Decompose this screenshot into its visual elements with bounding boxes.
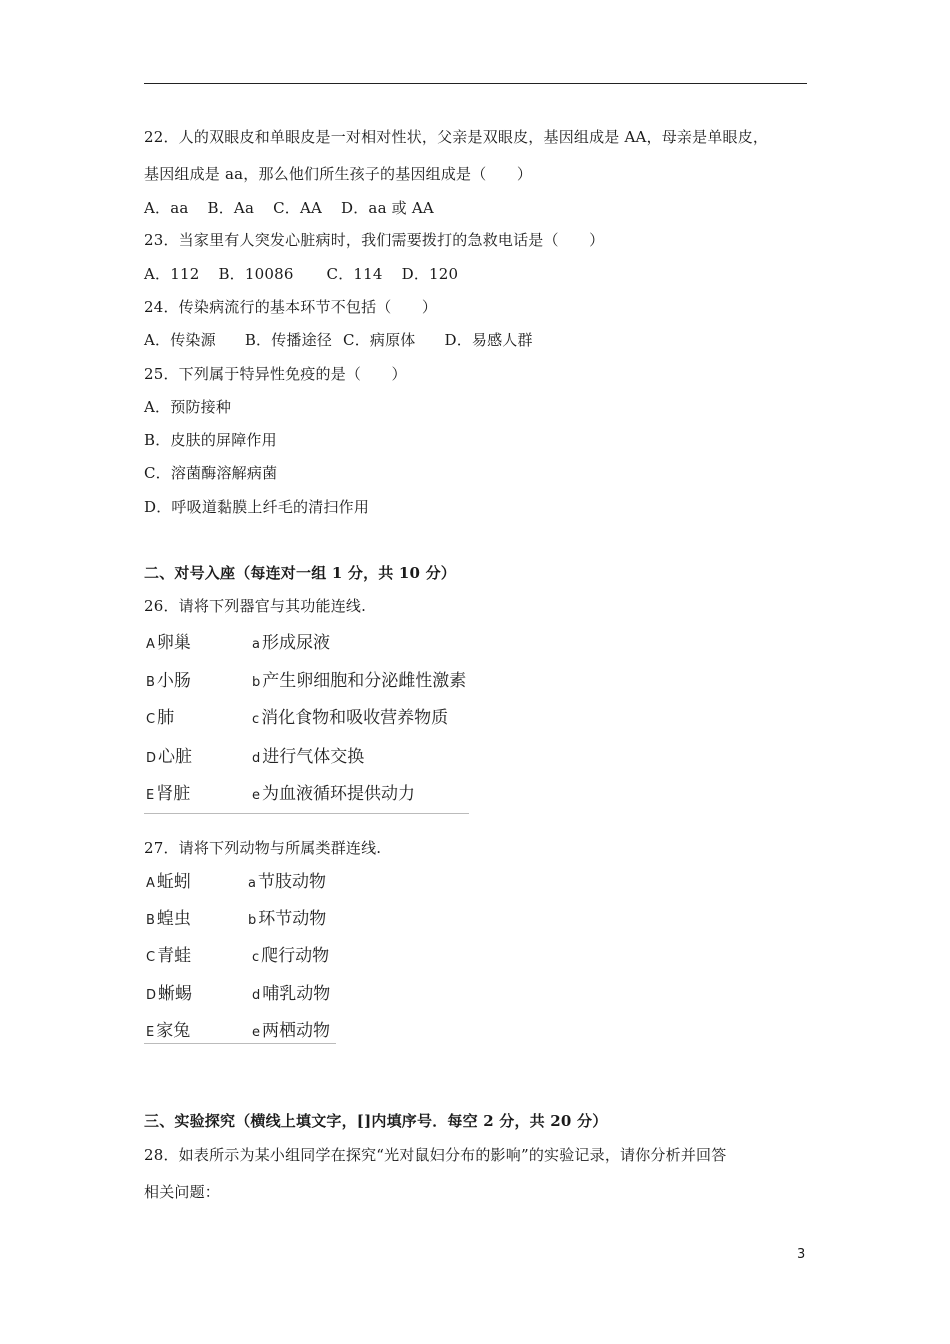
q27-right-item: 爬行动物 [261, 946, 330, 966]
q26-right-letter: c [252, 712, 260, 727]
q26-right-item: 形成尿液 [261, 633, 330, 653]
q27-right-item: 哺乳动物 [262, 984, 331, 1004]
q26-right-letter: b [252, 675, 261, 690]
q26-right-letter: a [252, 637, 260, 652]
q22-option-c: C．AA [273, 199, 323, 217]
q26-right-item: 产生卵细胞和分泌雌性激素 [262, 671, 467, 691]
q26-right-item: 为血液循环提供动力 [262, 784, 415, 804]
q24-options [144, 330, 547, 350]
q26-left-item: 肺 [157, 708, 175, 728]
q26-stem: 26．请将下列器官与其功能连线. [144, 597, 367, 615]
page-number: 3 [797, 1247, 806, 1262]
q24-stem: 24．传染病流行的基本环节不包括（ ） [144, 298, 438, 316]
q27-left-item: 青蛙 [157, 946, 192, 966]
q26-right-item: 消化食物和吸收营养物质 [261, 708, 449, 728]
q22-option-d: D．aa 或 AA [341, 199, 434, 217]
q22-options [144, 198, 448, 218]
q27-left-letter: E [146, 1025, 155, 1040]
q26-left-letter: C [146, 712, 156, 727]
q26-left-item: 小肠 [156, 671, 191, 691]
q27-left-letter: D [146, 988, 157, 1003]
q26-left-item: 卵巢 [156, 633, 191, 653]
q22-stem-line1: 22．人的双眼皮和单眼皮是一对相对性状，父亲是双眼皮，基因组成是 AA，母亲是单眼皮， [144, 128, 769, 146]
q27-left-item: 蝗虫 [156, 909, 191, 929]
q27-right-item: 环节动物 [258, 909, 327, 929]
q24-option-b: B．传播途径 [244, 331, 333, 349]
q23-option-a: A．112 [144, 265, 200, 283]
q25-stem: 25．下列属于特异性免疫的是（ ） [144, 365, 407, 383]
q25-option-b: B．皮肤的屏障作用 [144, 431, 277, 449]
q26-left-item: 肾脏 [156, 784, 191, 804]
q26-left-letter: E [146, 788, 155, 803]
q25-option-d: D．呼吸道黏膜上纤毛的清扫作用 [144, 498, 370, 516]
q24-option-c: C．病原体 [343, 331, 416, 349]
q28-stem-line1: 28．如表所示为某小组同学在探究“光对鼠妇分布的影响”的实验记录，请你分析并回答 [144, 1146, 727, 1164]
q27-stem: 27．请将下列动物与所属类群连线. [144, 839, 382, 857]
q26-left-letter: A [146, 637, 155, 652]
q23-stem: 23．当家里有人突发心脏病时，我们需要拨打的急救电话是（ ） [144, 231, 605, 249]
q22-option-b: B．Aa [207, 199, 255, 217]
q27-matching-image [144, 870, 336, 1044]
q27-right-letter: e [252, 1025, 260, 1040]
q24-option-d: D．易感人群 [444, 331, 533, 349]
q27-right-letter: d [252, 988, 261, 1003]
q23-option-d: D．120 [401, 265, 459, 283]
q23-option-c: C．114 [326, 265, 383, 283]
header-rule [144, 83, 807, 84]
q26-image-underline [144, 813, 469, 814]
q26-left-item: 心脏 [158, 747, 193, 767]
q25-option-c: C．溶菌酶溶解病菌 [144, 464, 278, 482]
q27-left-letter: A [146, 876, 155, 891]
q26-left-letter: B [146, 675, 155, 690]
q26-right-letter: e [252, 788, 260, 803]
q27-left-item: 蜥蜴 [158, 984, 193, 1004]
q27-right-item: 节肢动物 [257, 872, 326, 892]
q27-right-item: 两栖动物 [262, 1021, 330, 1041]
q23-option-b: B．10086 [218, 265, 294, 283]
q27-left-letter: C [146, 950, 156, 965]
q27-right-letter: b [248, 913, 257, 928]
q24-option-a: A．传染源 [144, 331, 216, 349]
q27-left-letter: B [146, 913, 155, 928]
q23-options [144, 264, 472, 284]
q27-right-letter: a [248, 876, 256, 891]
q22-stem-line2: 基因组成是 aa，那么他们所生孩子的基因组成是（ ） [144, 165, 533, 183]
q25-option-a: A．预防接种 [144, 398, 232, 416]
q27-image-underline [144, 1043, 336, 1044]
q26-right-letter: d [252, 751, 261, 766]
section2-title: 二、对号入座（每连对一组 1 分，共 10 分） [144, 564, 457, 582]
q26-right-item: 进行气体交换 [262, 747, 365, 767]
q27-left-item: 蚯蚓 [156, 872, 191, 892]
q26-matching-image [144, 631, 469, 817]
q28-stem-line2: 相关问题： [144, 1183, 221, 1201]
q27-right-letter: c [252, 950, 260, 965]
q22-option-a: A．aa [144, 199, 189, 217]
q26-left-letter: D [146, 751, 157, 766]
section3-title: 三、实验探究（横线上填文字，[]内填序号．每空 2 分，共 20 分） [144, 1112, 608, 1130]
q27-left-item: 家兔 [156, 1021, 191, 1041]
